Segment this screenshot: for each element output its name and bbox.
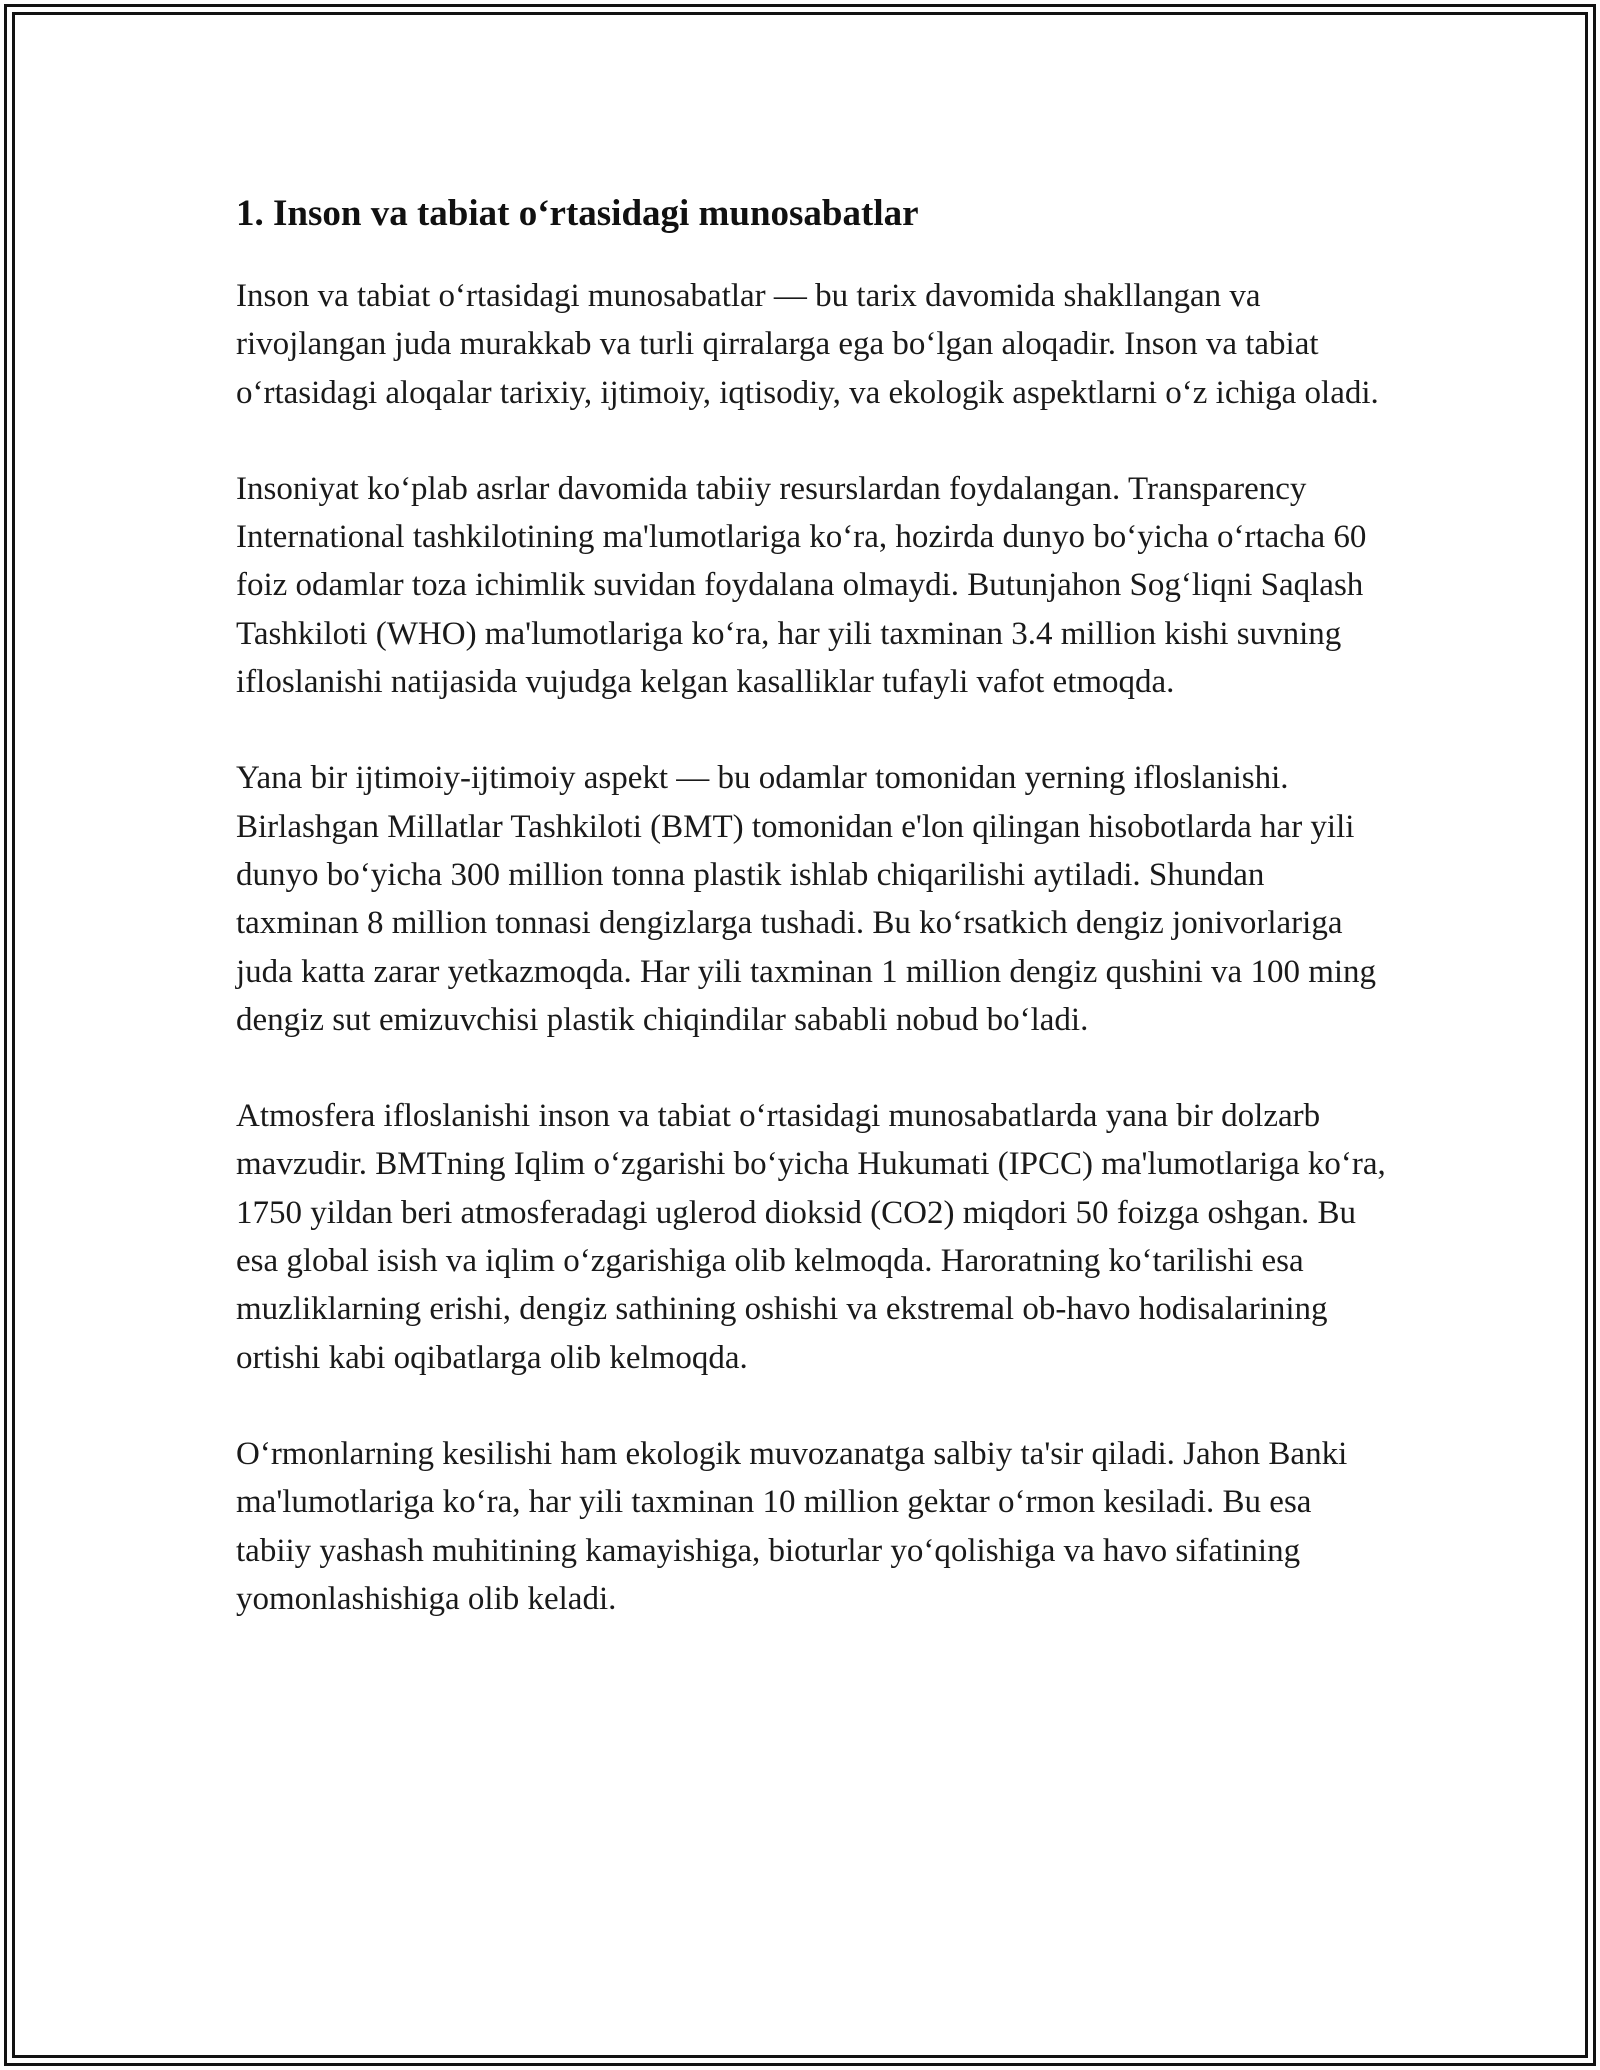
document-body (236, 186, 1386, 1671)
section-heading: 1. Inson va tabiat o‘rtasidagi munosabatlar (236, 193, 919, 234)
paragraph-intro: Inson va tabiat o‘rtasidagi munosabatlar — bu tarix davomida shakllangan va rivojlangan juda murakkab va turli qirralarga ega bo‘lgan aloqadir. Inson va tabiat o‘rtasidagi aloqalar tarixiy, ijtimoiy, iqtisodiy, va ekologik aspektlarni o‘z ichiga oladi. (236, 278, 1379, 411)
paragraph-atmosphere: Atmosfera ifloslanishi inson va tabiat o‘rtasidagi munosabatlarda yana bir dolzarb mavzudir. BMTning Iqlim o‘zgarishi bo‘yicha Hukumati (IPCC) ma'lumotlariga ko‘ra, 1750 yildan beri atmosferadagi uglerod dioksid (CO2) miqdori 50 foizga oshgan. Bu esa global isish va iqlim o‘zgarishiga olib kelmoqda. Haroratning ko‘tarilishi esa muzliklarning erishi, dengiz sathining oshishi va ekstremal ob-havo hodisalarining ortishi kabi oqibatlarga olib kelmoqda. (236, 1098, 1386, 1376)
paragraph-plastic: Yana bir ijtimoiy-ijtimoiy aspekt — bu odamlar tomonidan yerning ifloslanishi. Birlashgan Millatlar Tashkiloti (BMT) tomonidan e'lon qilingan hisobotlarda har yili dunyo bo‘yicha 300 million tonna plastik ishlab chiqarilishi aytiladi. Shundan taxminan 8 million tonnasi dengizlarga tushadi. Bu ko‘rsatkich dengiz jonivorlariga juda katta zarar yetkazmoqda. Har yili taxminan 1 million dengiz qushini va 100 ming dengiz sut emizuvchisi plastik chiqindilar sababli nobud bo‘ladi. (236, 760, 1377, 1038)
paragraph-forests: O‘rmonlarning kesilishi ham ekologik muvozanatga salbiy ta'sir qiladi. Jahon Banki ma'lumotlariga ko‘ra, har yili taxminan 10 million gektar o‘rmon kesiladi. Bu esa tabiiy yashash muhitining kamayishiga, bioturlar yo‘qolishiga va havo sifatining yomonlashishiga olib keladi. (236, 1435, 1348, 1617)
paragraph-water: Insoniyat ko‘plab asrlar davomida tabiiy resurslardan foydalangan. Transparency International tashkilotining ma'lumotlariga ko‘ra, hozirda dunyo bo‘yicha o‘rtacha 60 foiz odamlar toza ichimlik suvidan foydalana olmaydi. Butunjahon Sog‘liqni Saqlash Tashkiloti (WHO) ma'lumotlariga ko‘ra, har yili taxminan 3.4 million kishi suvning ifloslanishi natijasida vujudga kelgan kasalliklar tufayli vafot etmoqda. (236, 470, 1367, 701)
